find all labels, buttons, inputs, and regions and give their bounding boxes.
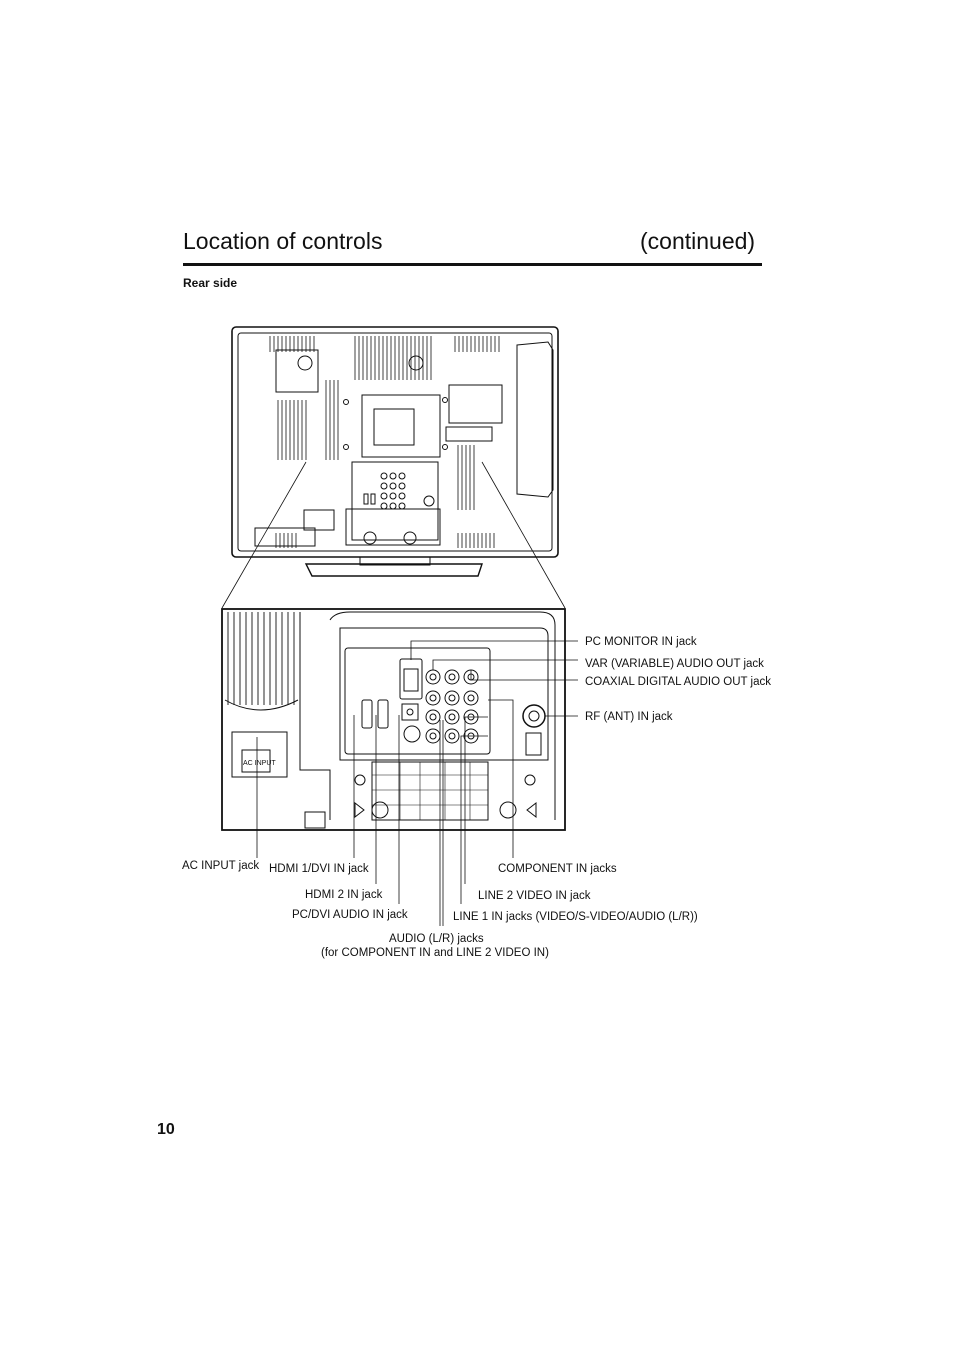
callout-coaxial: COAXIAL DIGITAL AUDIO OUT jack — [585, 676, 771, 688]
section-heading: Rear side — [183, 276, 238, 290]
terminal-panel-enlarged — [222, 609, 565, 830]
callout-rf: RF (ANT) IN jack — [585, 711, 673, 723]
callout-hdmi1: HDMI 1/DVI IN jack — [269, 863, 369, 875]
callout-audio-lr: AUDIO (L/R) jacks — [389, 933, 484, 945]
tv-rear-overview — [232, 327, 558, 576]
ac-input-panel-label: AC INPUT — [243, 760, 276, 767]
panel-vent — [228, 612, 294, 705]
callout-line1: LINE 1 IN jacks (VIDEO/S-VIDEO/AUDIO (L/R)) — [453, 911, 698, 923]
page-number: 10 — [157, 1121, 175, 1138]
rca-jacks — [426, 670, 478, 743]
callout-line2: LINE 2 VIDEO IN jack — [478, 890, 591, 902]
callout-audio-lr-note: (for COMPONENT IN and LINE 2 VIDEO IN) — [321, 947, 549, 959]
callout-var-audio: VAR (VARIABLE) AUDIO OUT jack — [585, 658, 764, 670]
callout-component: COMPONENT IN jacks — [498, 863, 617, 875]
callout-hdmi2: HDMI 2 IN jack — [305, 889, 383, 901]
page-title: Location of controls — [183, 228, 383, 254]
mini-jacks — [364, 473, 434, 509]
callout-pc-monitor: PC MONITOR IN jack — [585, 636, 697, 648]
callout-ac-input: AC INPUT jack — [182, 860, 260, 872]
top-vent — [270, 336, 499, 380]
callout-pc-audio: PC/DVI AUDIO IN jack — [292, 909, 408, 921]
continued-label: (continued) — [640, 228, 756, 254]
projection-lines — [222, 462, 565, 608]
